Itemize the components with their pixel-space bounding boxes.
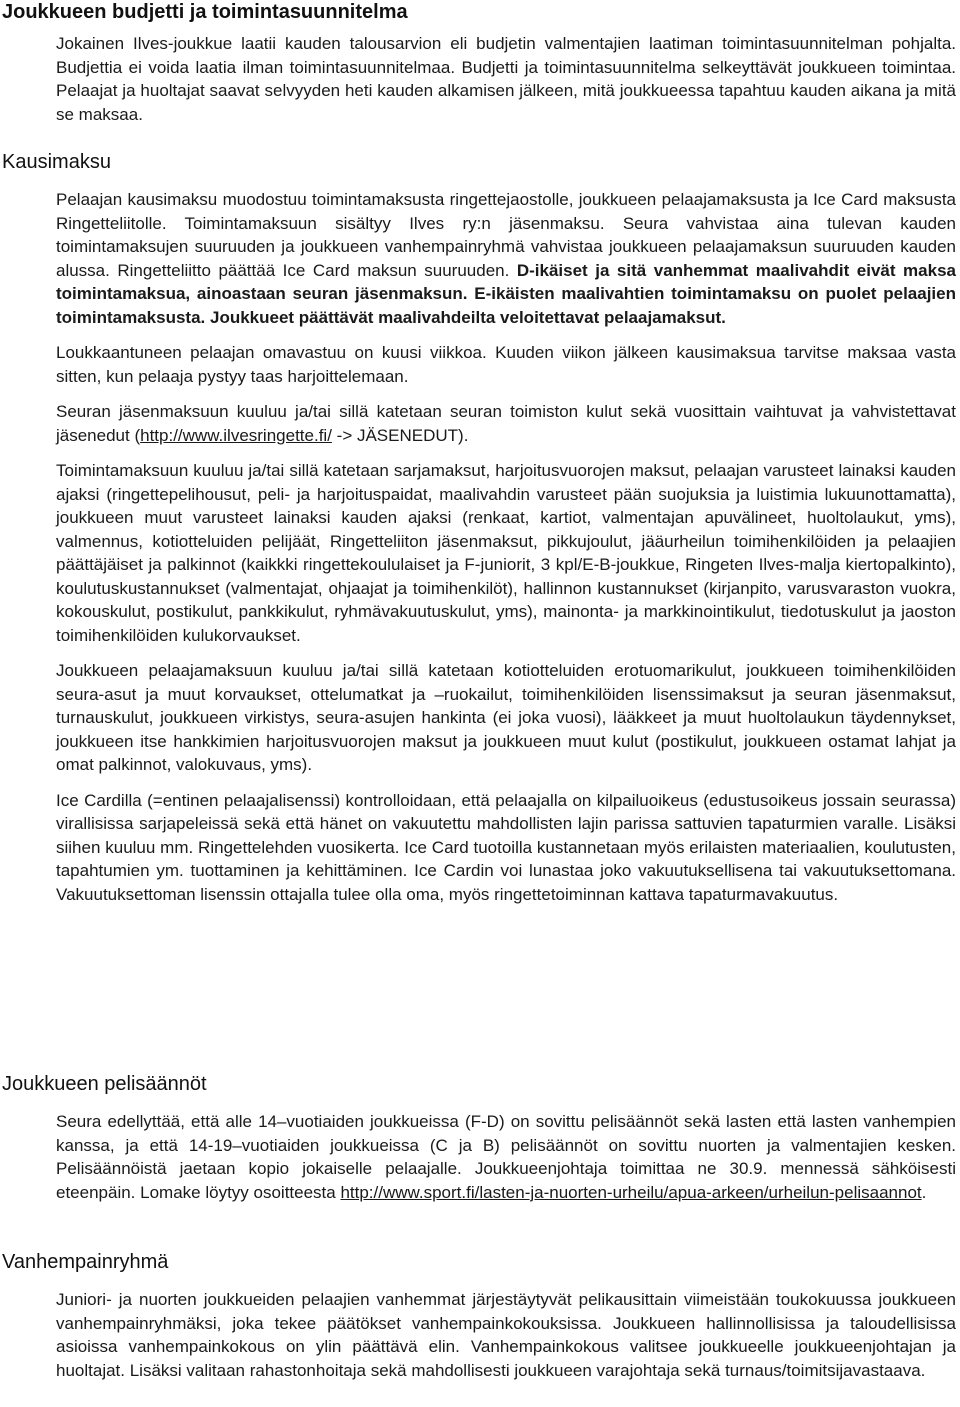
rules-heading: Joukkueen pelisäännöt (2, 1073, 207, 1095)
parents-paragraph: Juniori- ja nuorten joukkueiden pelaajien vanhemmat järjestäytyvät pelikausittain viimeistään toukokuussa joukkueen vanhempainryhmäksi, joka tekee päätökset vanhempainkokouksissa. Joukkueen hallinnollisissa ja taloudellisissa asioissa vanhempainkokous on ylin päättävä elin. Vanhempainkokous valitsee joukkueelle joukkueenjohtajan ja huoltajat. Lisäksi valitaan rahastonhoitaja sekä mahdollisesti joukkueen varajohtaja sekä turnaus/toimitsijavastaava. (56, 1290, 956, 1380)
fee-paragraph-4: Toimintamaksuun kuuluu ja/tai sillä katetaan sarjamaksut, harjoitusvuorojen maksut, pelaajan varusteet lainaksi kauden ajaksi (ringettepelihousut, peli- ja harjoituspaidat, maalivahdin varusteet pään suojuksia ja luistimia lukuunottamatta), joukkueen muut varusteet lainaksi kauden ajaksi (renkaat, kartiot, valmentajan apuvälineet, huoltolaukut, yms), valmennus, kotiotteluiden pelijäät, Ringetteliiton jäsenmaksut, pikkujoulut, jääurheilun toimihenkilöiden ja pelaajien päättäjäiset ja palkinnot (kaikkki ringettekoululaiset ja F-juniorit, 3 kpl/E-B-joukkue, Ringeten Ilves-malja kiertopalkinto), koulutuskustannukset (valmentajat, ohjaajat ja toimihenkilöt), hallinnon kustannukset (kirjanpito, varusvaraston vuokra, kokouskulut, postikulut, pankkikulut, ryhmävakuutuskulut, yms), mainonta- ja markkinointikulut, tiedotuskulut ja jaoston toimihenkilöiden kulukorvaukset. (56, 461, 956, 645)
budget-section (56, 32, 956, 126)
fee-paragraph-1-bold: D-ikäiset ja sitä vanhemmat maalivahdit eivät maksa toimintamaksua, ainoastaan seuran jäsenmaksun. E-ikäisten maalivahtien toimintamaksu on puolet pelaajien toimintamaksusta. Joukkueet päättävät maalivahdeilta veloitettavat pelaajamaksut. (56, 260, 956, 327)
fee-paragraph-3-text: Seuran jäsenmaksuun kuuluu ja/tai sillä katetaan seuran toimiston kulut sekä vuosittain vaihtuvat ja vahvistettavat jäsenedut ( (56, 402, 956, 445)
fee-paragraph-3-after: -> JÄSENEDUT). (331, 425, 469, 445)
budget-paragraph: Jokainen Ilves-joukkue laatii kauden talousarvion eli budjetin valmentajien laatiman toimintasuunnitelman pohjalta. Budjettia ei voida laatia ilman toimintasuunnitelmaa. Budjetti ja toimintasuunnitelma selkeyttävät joukkueen toimintaa. Pelaajat ja huoltajat saavat selvyyden heti kauden alkamisen jälkeen, mitä joukkueessa tapahtuu kauden aikana ja mitä se maksaa. (56, 34, 956, 124)
rules-paragraph (56, 1110, 956, 1204)
ilvesringette-link[interactable]: http://www.ilvesringette.fi/ (140, 425, 332, 445)
rules-paragraph-after: . (921, 1182, 927, 1202)
rules-paragraph-text: Seura edellyttää, että alle 14–vuotiaiden joukkueissa (F-D) on sovittu pelisäännöt sekä lasten että lasten vanhempien kanssa, ja että 14-19–vuotiaiden joukkueissa (C ja B) pelisäännöt on sovittu nuorten ja valmentajien kesken. Pelisäännöistä jaetaan kopio jokaiselle pelaajalle. Joukkueenjohtaja toimittaa ne 30.9. mennessä sähköisesti eteenpäin. Lomake löytyy osoitteesta (56, 1112, 956, 1202)
pelisaannot-link[interactable]: http://www.sport.fi/lasten-ja-nuorten-urheilu/apua-arkeen/urheilun-pelisaannot (340, 1182, 922, 1202)
fee-paragraph-1 (56, 188, 956, 329)
fee-paragraph-6: Ice Cardilla (=entinen pelaajalisenssi) kontrolloidaan, että pelaajalla on kilpailuoikeus (edustusoikeus jossain seurassa) virallisissa sarjapeleissä sekä että hänet on vakuutettu mahdollisten lajin parissa sattuvien tapaturmien varalle. Lisäksi siihen kuuluu mm. Ringettelehden vuosikerta. Ice Card tuotoilla kustannetaan myös erilaisten materiaalien, koulutusten, tapahtumien ym. tuottaminen ja kehittäminen. Ice Cardin voi lunastaa joko vakuutuksellisena tai vakuutuksettomana. Vakuutuksettoman lisenssin ottajalla tulee olla oma, myös ringettetoiminnan kattava tapaturmavakuutus. (56, 790, 956, 904)
parents-section (56, 1288, 956, 1382)
fee-section (56, 188, 956, 906)
fee-paragraph-5: Joukkueen pelaajamaksuun kuuluu ja/tai sillä katetaan kotiotteluiden erotuomarikulut, joukkueen toimihenkilöiden seura-asut ja muut korvaukset, ottelumatkat ja –ruokailut, toimihenkilöiden lisenssimaksut ja seuran jäsenmaksut, turnauskulut, joukkueen virkistys, seura-asujen hankinta (ei joka vuosi), lääkkeet ja muut huoltolaukun täydennykset, joukkueen itse hankkimien harjoitusvuorojen maksut ja joukkueen muut kulut (postikulut, joukkueen ostamat lahjat ja omat palkinnot, valokuvaus, yms). (56, 661, 956, 774)
fee-paragraph-3 (56, 400, 956, 447)
fee-heading: Kausimaksu (2, 151, 111, 173)
parents-heading: Vanhempainryhmä (2, 1251, 169, 1273)
budget-heading: Joukkueen budjetti ja toimintasuunnitelma (2, 1, 408, 23)
fee-paragraph-2: Loukkaantuneen pelaajan omavastuu on kuusi viikkoa. Kuuden viikon jälkeen kausimaksua tarvitse maksaa vasta sitten, kun pelaaja pystyy taas harjoittelemaan. (56, 343, 956, 386)
rules-section (56, 1110, 956, 1204)
fee-paragraph-1-text: Pelaajan kausimaksu muodostuu toimintamaksusta ringettejaostolle, joukkueen pelaajamaksusta ja Ice Card maksusta Ringetteliitolle. Toimintamaksuun sisältyy Ilves ry:n jäsenmaksu. Seura vahvistaa aina tulevan kauden toimintamaksujen suuruuden ja joukkueen vanhempainryhmä vahvistaa joukkueen pelaajamaksun suuruuden kauden alussa. Ringetteliitto päättää Ice Card maksun suuruuden. (56, 190, 956, 280)
